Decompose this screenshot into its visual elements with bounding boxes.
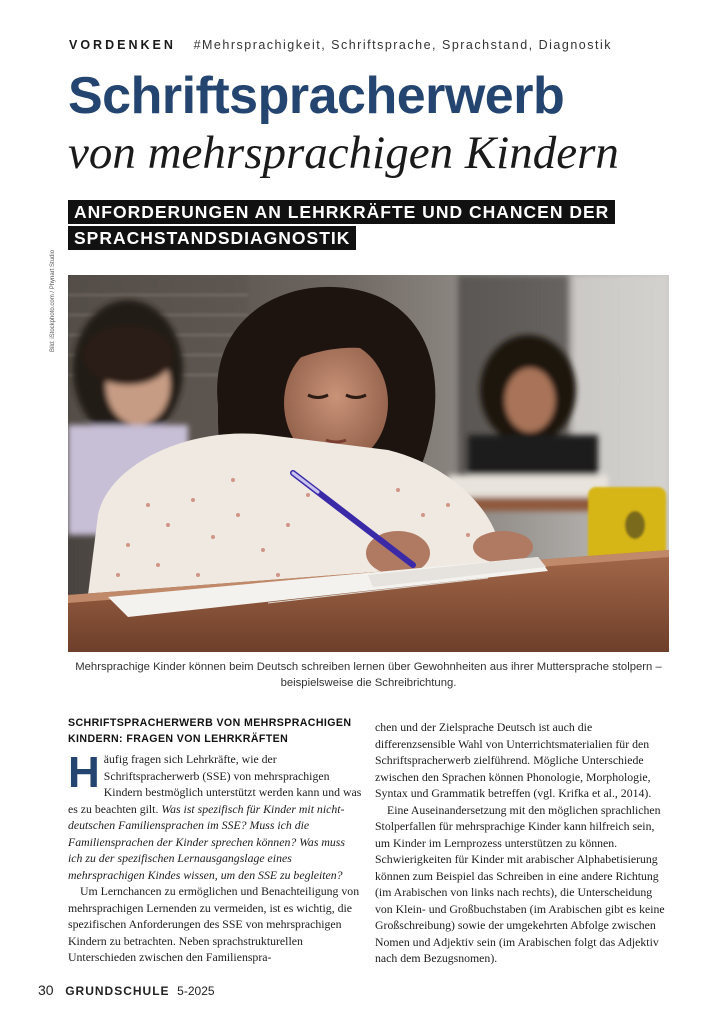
section-heading: SCHRIFTSPRACHERWERB VON MEHRSPRACHIGEN KINDERN: FRAGEN VON LEHRKRÄFTEN <box>68 717 352 745</box>
paragraph-4: Eine Auseinandersetzung mit den möglichen sprachlichen Stolperfallen für mehrsprachige Kinder kann hilfreich sein, um Kinder im Lernprozess unterstützen zu können. Schwierigkeiten für Kinder mit arabischer Alphabetisierung können zum Beispiel das Schreiben in eine andere Richtung (im Arabischen von links nach rechts), die Unterscheidung von Klein- und Großbuchstaben (im Arabischen gibt es keine Großschreibung) sowie der umgekehrten Abfolge zwischen Nomen und Adjektiv sein (im Arabischen folgt das Adjektiv nach dem Bezugsnomen). <box>375 802 665 965</box>
classroom-photo-illustration <box>68 275 669 652</box>
headline-line1: Schriftspracherwerb <box>68 67 565 125</box>
page-number: 30 <box>38 982 54 998</box>
section-label: VORDENKEN <box>69 38 176 52</box>
article-column-left <box>68 716 362 966</box>
classroom-photo <box>68 275 669 652</box>
article-column-right <box>375 719 669 967</box>
headline-line2: von mehrsprachigen Kindern <box>68 127 619 179</box>
issue-number: 5-2025 <box>177 984 215 998</box>
photo-credit: Bild: iStockphoto.com / Phynart Studio <box>50 249 56 352</box>
intro-text: äufig fragen sich Lehrkräfte, wie der Schriftspracherwerb (SSE) von mehrsprachigen Kindern bestmöglich unterstützt werden kann und was es zu beachten gilt. <box>68 752 362 816</box>
paragraph-3: chen und der Zielsprache Deutsch ist auch die differenzsensible Wahl von Unterrichtsmaterialien für den Schriftspracherwerb zielführend. Mögliche Unterschiede zwischen den Sprachen können Phonologie, Morphologie, Syntax und Grammatik betreffen (vgl. Krifka et al., 2014). <box>375 720 652 800</box>
page-footer <box>38 982 215 998</box>
drop-cap: H <box>68 748 100 797</box>
subtitle <box>68 199 668 251</box>
photo-caption: Mehrsprachige Kinder können beim Deutsch schreiben lernen über Gewohnheiten aus ihrer Muttersprache stolpern – beispielsweise die Schreibrichtung. <box>75 661 662 689</box>
header-kicker <box>69 38 612 52</box>
magazine-name: GRUNDSCHULE <box>65 984 170 998</box>
subtitle-text: ANFORDERUNGEN AN LEHRKRÄFTE UND CHANCEN DER SPRACHSTANDSDIAGNOSTIK <box>68 200 615 250</box>
intro-questions: Was ist spezifisch für Kinder mit nicht-deutschen Familiensprachen im SSE? Muss ich die Familiensprachen der Kinder sprechen können? Was muss ich zu der spezifischen Lernausgangslage eines mehrsprachigen Kindes wissen, um den SSE zu begleiten? <box>68 801 345 882</box>
paragraph-2: Um Lernchancen zu ermöglichen und Benachteiligung von mehrsprachigen Lernenden zu vermeiden, ist es wichtig, die spezifischen Anforderungen des SSE von mehrsprachigen Kindern zu betrachten. Neben sprachstrukturellen Unterschieden zwischen den Familienspra- <box>68 884 360 964</box>
topic-tags: #Mehrsprachigkeit, Schriftsprache, Sprachstand, Diagnostik <box>193 38 612 52</box>
paragraph-intro <box>68 748 362 883</box>
